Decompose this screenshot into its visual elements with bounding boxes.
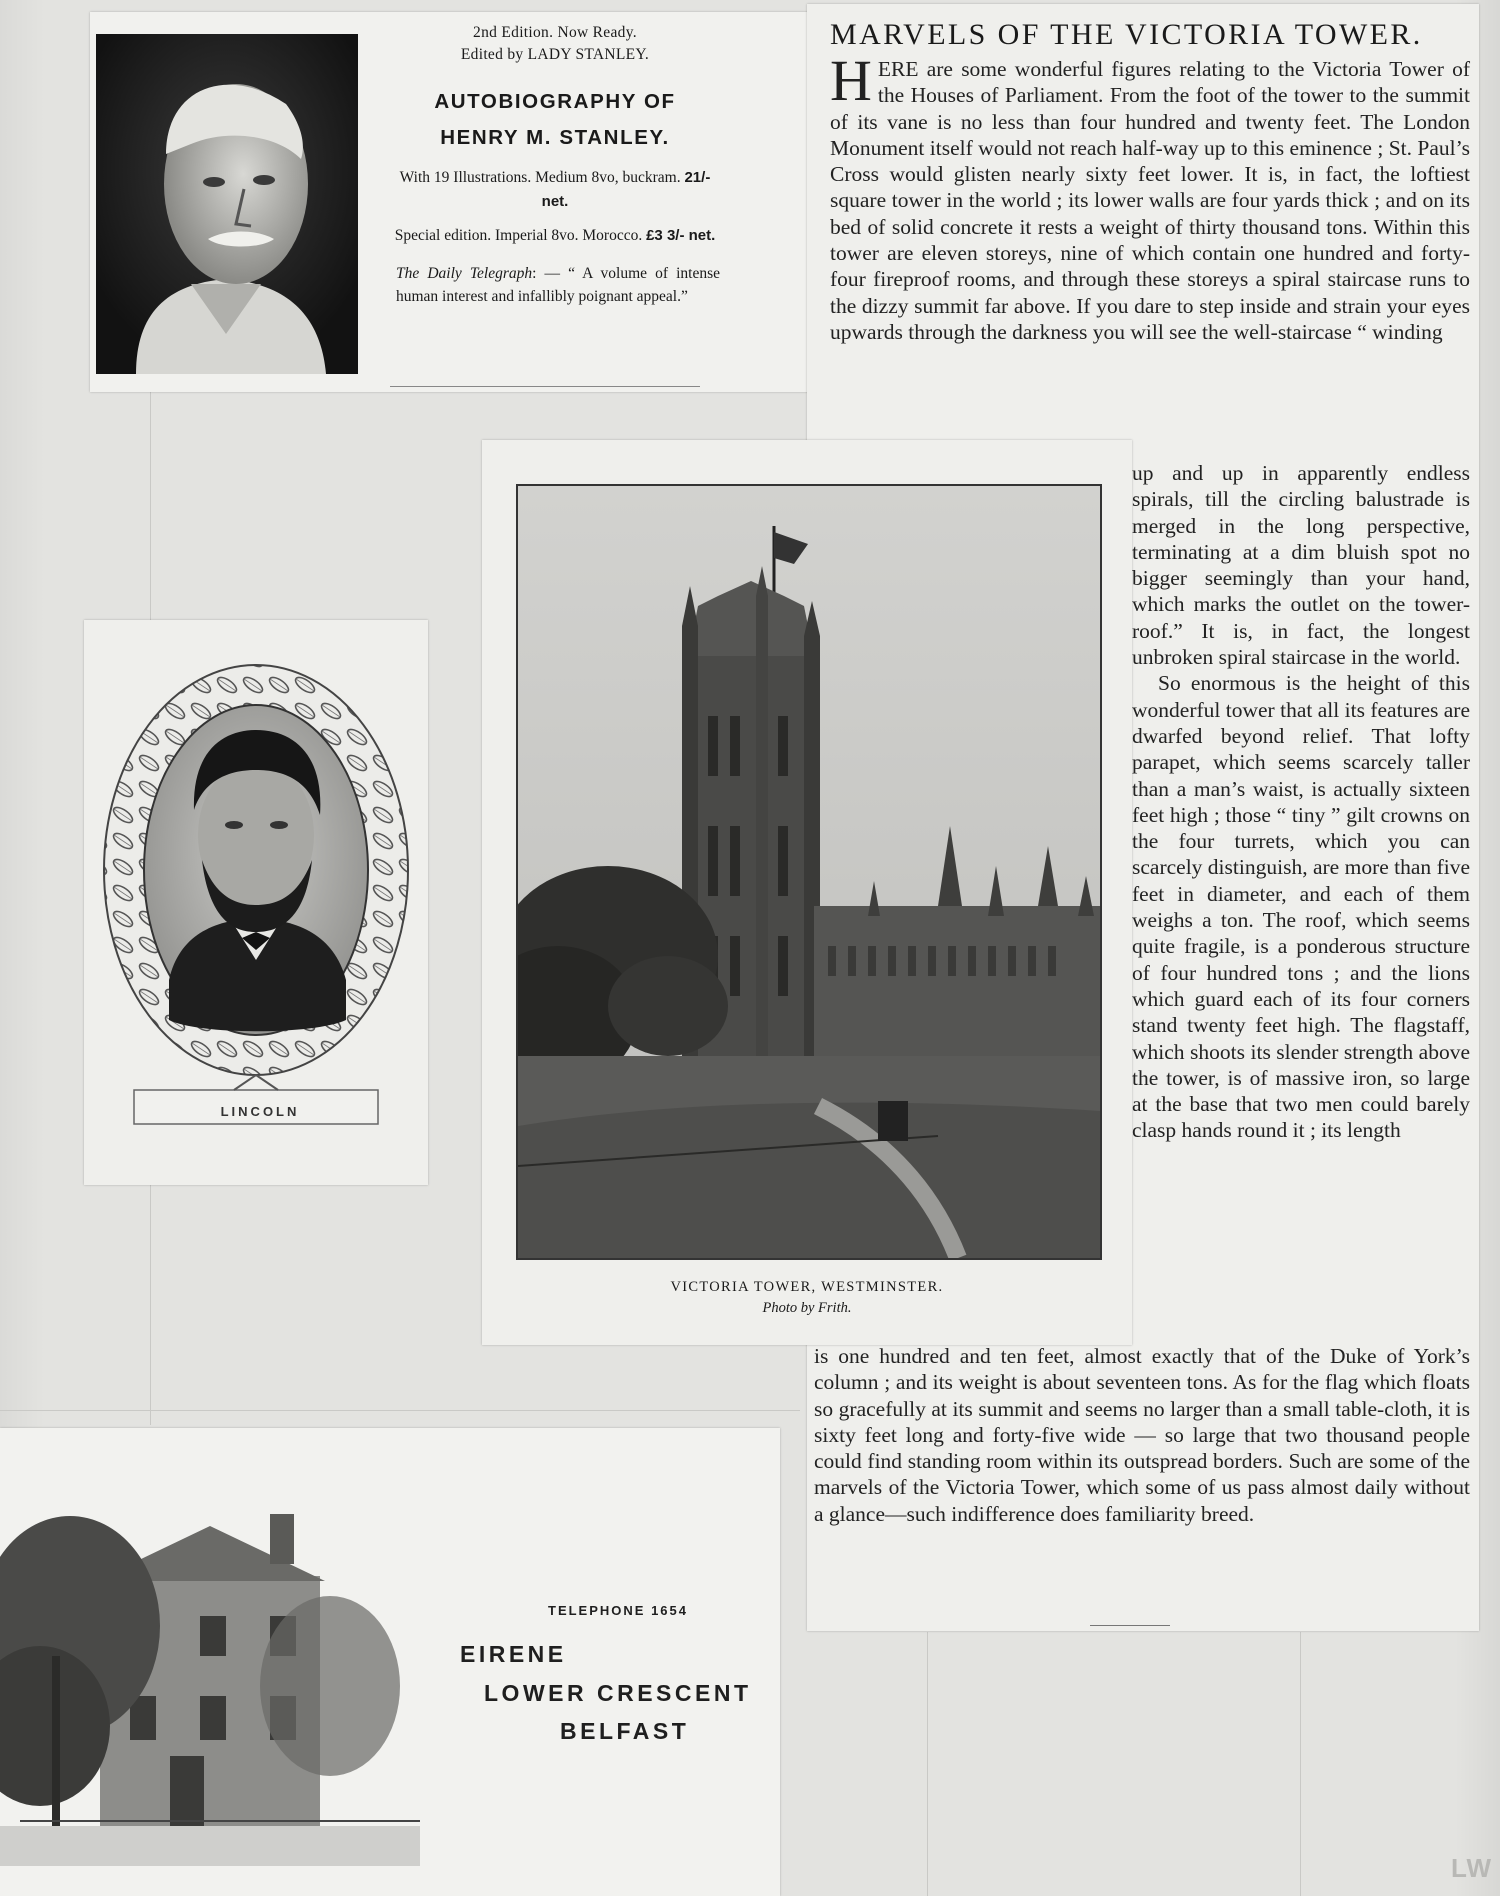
quote-text: : — “ A volume of intense human interest and infallibly poignant appeal.” [396, 265, 721, 305]
paragraph-1-continued: up and up in apparently endless spirals, till the circling balustrade is merged in the long perspective, terminating at a dim bluish spot no bigger seemingly than your hand, which marks the outlet on the tower-roof.” It is, in fact, the longest unbroken spiral staircase in the world. [1132, 461, 1470, 670]
lincoln-laurel-frame [84, 620, 428, 1185]
book-title-line1: AUTOBIOGRAPHY OF [434, 90, 676, 113]
medium-edition-desc: With 19 Illustrations. Medium 8vo, buckram. [399, 169, 681, 186]
article-end-rule [1090, 1625, 1170, 1626]
special-edition-price: £3 3/- net. [646, 227, 716, 244]
special-edition-desc: Special edition. Imperial 8vo. Morocco. [394, 227, 643, 244]
corner-mark: LW [1451, 1853, 1492, 1883]
page-rule [927, 1632, 928, 1896]
press-quote [390, 262, 720, 308]
lincoln-label: LINCOLN [220, 1104, 300, 1119]
quote-source: The Daily Telegraph [396, 265, 533, 282]
edition-note: 2nd Edition. Now Ready. [473, 24, 637, 41]
house-name: EIRENE [460, 1641, 567, 1667]
street-name: LOWER CRESCENT [484, 1680, 752, 1706]
special-edition [390, 224, 720, 248]
page-rule [0, 1410, 800, 1411]
page-rule [150, 1185, 151, 1425]
advert-rule [390, 386, 700, 387]
article-paragraph-1 [830, 48, 1470, 345]
city-name: BELFAST [560, 1718, 690, 1744]
book-title-line2: HENRY M. STANLEY. [440, 126, 670, 149]
paragraph-2-continued: is one hundred and ten feet, almost exactly that of the Duke of York’s column ; and its weight is about seventeen tons. As for the flag which floats so gracefully at its summit and seems no larger than a small table-cloth, it is sixty feet long and forty-five wide — so large that two thousand people could find standing room within its outspread borders. Such are some of the marvels of the Victoria Tower, which some of us pass almost daily without a glance—such indifference does familiarity breed. [814, 1344, 1470, 1526]
paragraph-2-text: So enormous is the height of this wonderful tower that all its features are dwarfed beyond relief. That lofty parapet, which seems scarcely taller than a man’s waist, is actually sixteen feet high ; those “ tiny ” gilt crowns on the four turrets, which you can scarcely distinguish, are more than five feet in diameter, and each of them weighs a ton. The roof, which seems quite fragile, is a ponderous structure of four hundred tons ; and the lions which guard each of its four corners stand twenty feet high. The flagstaff, which shoots its slender strength above the tower, is of massive iron, so large at the base that two men could barely clasp hands round it ; its length [1132, 671, 1470, 1143]
stanley-portrait [96, 34, 358, 374]
eirene-house-engraving [0, 1506, 420, 1866]
page-rule [150, 392, 151, 622]
medium-edition [390, 166, 720, 214]
telephone-number: TELEPHONE 1654 [548, 1603, 688, 1618]
photo-caption [482, 1277, 1132, 1319]
eirene-card-clipping [0, 1428, 780, 1896]
stanley-advert-clipping [90, 12, 811, 392]
paragraph-1-text: ERE are some wonderful figures relating to the Victoria Tower of the Houses of Parliament. From the foot of the tower to the summit of its vane is no less than four hundred and twenty feet. The London Monument itself would not reach half-way up to this eminence ; St. Paul’s Cross would glisten nearly sixty feet lower. It is, in fact, the loftiest square tower in the world ; its lower walls are four yards thick ; and on its bed of solid concrete it rests a weight of thirty thousand tons. Within this tower are eleven storeys, nine of which contain one hundred and forty-four fireproof rooms, and through these storeys a spiral staircase runs to the dizzy summit far above. If you dare to step inside and strain your eyes upwards through the darkness you will see the well-staircase “ winding [830, 57, 1470, 344]
stanley-advert-text [390, 22, 720, 308]
drop-cap: H [830, 48, 872, 113]
victoria-tower-photo [516, 484, 1102, 1260]
editor-note: Edited by LADY STANLEY. [460, 46, 650, 63]
lincoln-portrait-clipping [84, 620, 428, 1185]
medium-edition-price: 21/- net. [541, 169, 711, 210]
page-rule [1300, 1632, 1301, 1896]
caption-title: VICTORIA TOWER, WESTMINSTER. [670, 1279, 944, 1295]
caption-credit: Photo by Frith. [762, 1300, 852, 1316]
article-title: MARVELS OF THE VICTORIA TOWER. [830, 18, 1423, 51]
tower-photo-clipping [482, 440, 1132, 1345]
article-column [1132, 460, 1470, 1144]
